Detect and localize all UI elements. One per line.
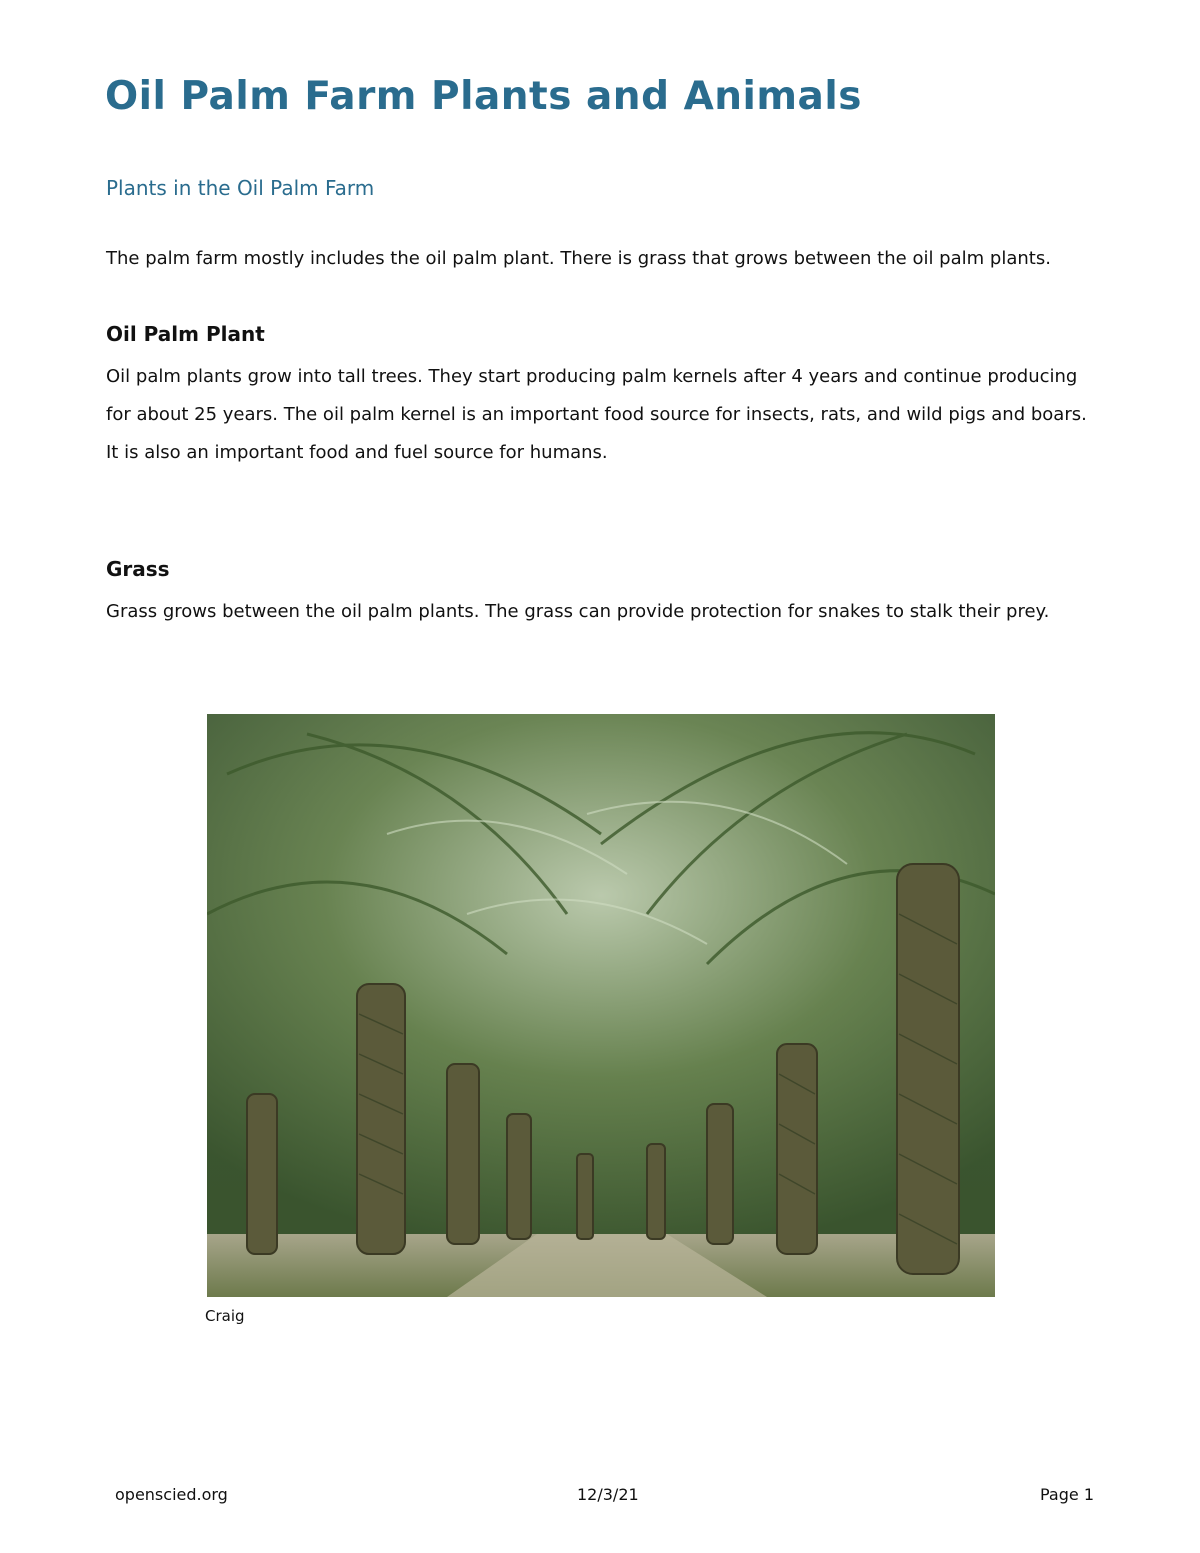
section-heading: Plants in the Oil Palm Farm [106,176,375,200]
grass-paragraph: Grass grows between the oil palm plants. The grass can provide protection for snakes to stalk their prey. [106,601,1050,622]
page-title: Oil Palm Farm Plants and Animals [105,74,862,119]
footer-date: 12/3/21 [577,1485,639,1504]
intro-paragraph: The palm farm mostly includes the oil palm plant. There is grass that grows between the oil palm plants. [106,248,1051,269]
oil-palm-heading: Oil Palm Plant [106,322,265,346]
oil-palm-paragraph: Oil palm plants grow into tall trees. They start producing palm kernels after 4 years and continue producing for about 25 years. The oil palm kernel is an important food source for insects, rats, and wild pigs and boars. It is also an important food and fuel source for humans. [106,366,1087,463]
footer-site: openscied.org [115,1485,228,1504]
oil-palm-photo [207,714,995,1297]
grass-heading: Grass [106,557,170,581]
footer-page-number: Page 1 [1040,1485,1094,1504]
photo-caption: Craig [205,1307,245,1325]
